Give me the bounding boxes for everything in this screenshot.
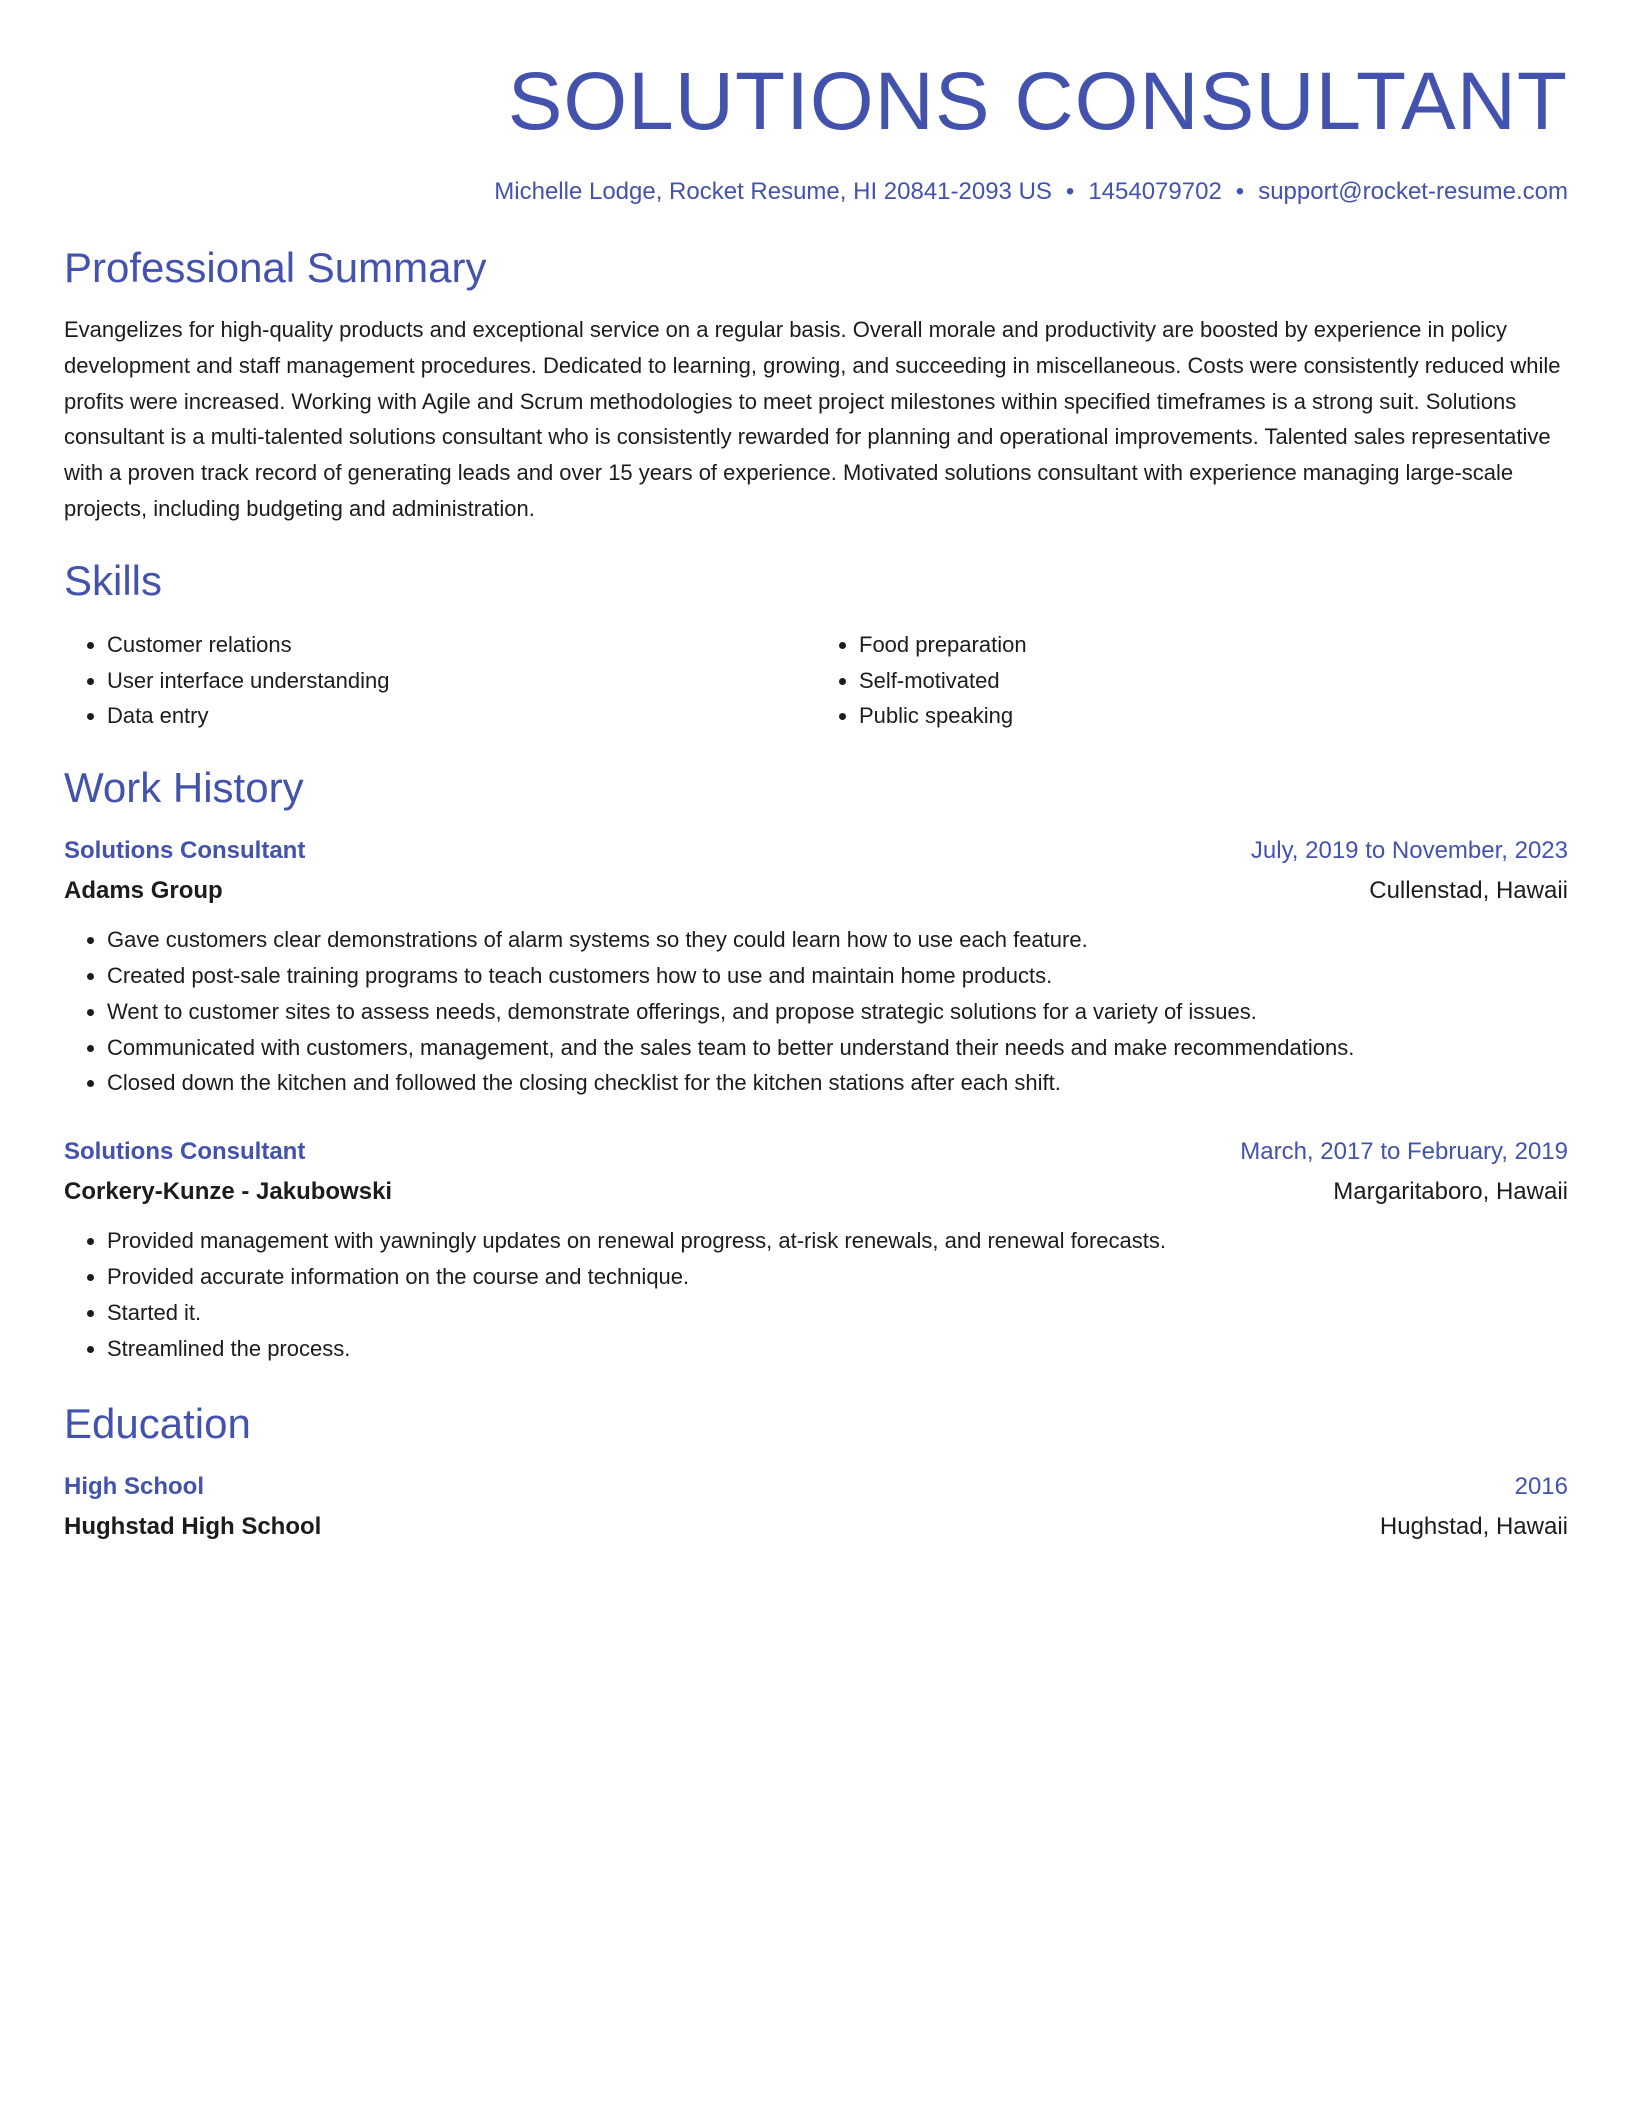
resume-header — [64, 54, 1568, 208]
contact-separator: • — [1065, 178, 1075, 205]
skill-item: • Public speaking — [859, 698, 1568, 734]
contact-separator: • — [1235, 178, 1245, 205]
contact-email: support@rocket-resume.com — [1258, 178, 1568, 205]
job-company: Adams Group — [64, 877, 223, 905]
job-entry — [64, 1135, 1568, 1366]
skills-grid — [64, 627, 1568, 734]
job-title: Solutions Consultant — [64, 1138, 306, 1166]
job-dates: July, 2019 to November, 2023 — [1250, 837, 1568, 865]
job-bullet: • Communicated with customers, management, and the sales team to better understand their needs and make recommendations. — [107, 1030, 1568, 1066]
skills-column-left — [64, 627, 816, 734]
work-history-section — [64, 762, 1568, 1366]
job-bullet: • Provided accurate information on the course and technique. — [107, 1259, 1568, 1295]
education-school: Hughstad High School — [64, 1513, 322, 1541]
job-bullet: • Started it. — [107, 1295, 1568, 1331]
skills-section — [64, 555, 1568, 734]
education-header-row — [64, 1470, 1568, 1504]
skill-item: • Data entry — [107, 698, 816, 734]
summary-section — [64, 242, 1568, 527]
education-degree: High School — [64, 1473, 204, 1501]
job-bullets — [64, 922, 1568, 1101]
summary-heading: Professional Summary — [64, 244, 487, 291]
job-dates: March, 2017 to February, 2019 — [1240, 1138, 1568, 1166]
job-entry — [64, 834, 1568, 1101]
education-section — [64, 1398, 1568, 1544]
resume-title: SOLUTIONS CONSULTANT — [507, 56, 1568, 147]
contact-line — [64, 176, 1568, 208]
skill-item: • Food preparation — [859, 627, 1568, 663]
job-bullet: • Went to customer sites to assess needs, demonstrate offerings, and propose strategic solutions for a variety of issues. — [107, 994, 1568, 1030]
job-bullet: • Created post-sale training programs to teach customers how to use and maintain home products. — [107, 958, 1568, 994]
skills-heading: Skills — [64, 556, 163, 604]
job-bullet: • Provided management with yawningly updates on renewal progress, at-risk renewals, and renewal forecasts. — [107, 1223, 1568, 1259]
job-company-row — [64, 874, 1568, 908]
skill-item: • User interface understanding — [107, 663, 816, 699]
education-year: 2016 — [1514, 1473, 1568, 1501]
skill-item: • Customer relations — [107, 627, 816, 663]
job-location: Margaritaboro, Hawaii — [1333, 1178, 1568, 1206]
contact-phone: 1454079702 — [1088, 178, 1222, 205]
job-bullets — [64, 1223, 1568, 1366]
job-bullet: • Closed down the kitchen and followed the closing checklist for the kitchen stations after each shift. — [107, 1065, 1568, 1101]
job-location: Cullenstad, Hawaii — [1369, 877, 1568, 905]
job-company: Corkery-Kunze - Jakubowski — [64, 1178, 393, 1206]
job-title: Solutions Consultant — [64, 837, 306, 865]
work-history-heading: Work History — [64, 764, 304, 812]
skill-item: • Self-motivated — [859, 663, 1568, 699]
job-header-row — [64, 834, 1568, 868]
contact-address: Michelle Lodge, Rocket Resume, HI 20841-2093 US — [494, 178, 1052, 205]
education-location: Hughstad, Hawaii — [1379, 1513, 1568, 1541]
job-header-row — [64, 1135, 1568, 1169]
job-company-row — [64, 1175, 1568, 1209]
job-bullet: • Streamlined the process. — [107, 1331, 1568, 1367]
education-entry — [64, 1470, 1568, 1544]
education-school-row — [64, 1510, 1568, 1544]
summary-text: Evangelizes for high-quality products and exceptional service on a regular basis. Overall morale and productivity are boosted by experience in policy development and staff management procedures. Dedicated to learning, growing, and succeeding in miscellaneous. Costs were consistently reduced while profits were increased. Working with Agile and Scrum methodologies to meet project milestones within specified timeframes is a strong suit. Solutions consultant is a multi-talented solutions consultant who is consistently rewarded for planning and operational improvements. Talented sales representative with a proven track record of generating leads and over 15 years of experience. Motivated solutions consultant with experience managing large-scale projects, including budgeting and administration. — [64, 317, 1561, 521]
job-bullet: • Gave customers clear demonstrations of alarm systems so they could learn how to use each feature. — [107, 922, 1568, 958]
education-heading: Education — [64, 1400, 251, 1448]
skills-column-right — [816, 627, 1568, 734]
